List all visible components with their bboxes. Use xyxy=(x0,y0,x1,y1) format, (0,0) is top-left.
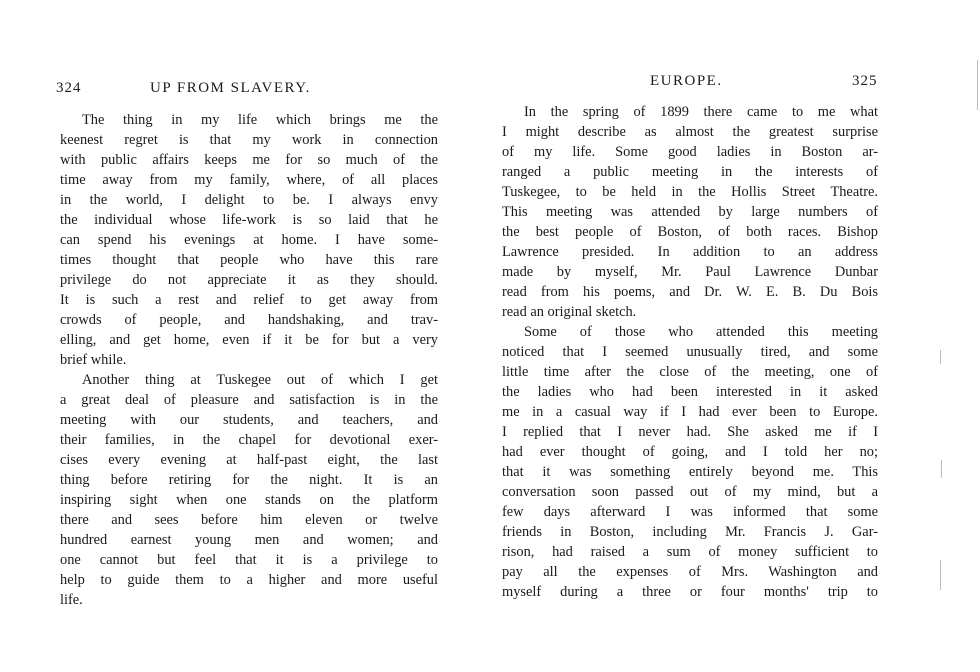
text-line: I replied that I never had. She asked me if I xyxy=(502,424,878,440)
right-running-head: EUROPE. xyxy=(650,73,723,89)
text-line: In the spring of 1899 there came to me what xyxy=(524,104,878,120)
scan-edge-mark xyxy=(940,560,941,590)
right-page-body xyxy=(502,102,878,602)
text-line: Another thing at Tuskegee out of which I get xyxy=(82,372,438,388)
text-line: keenest regret is that my work in connection xyxy=(60,132,438,148)
text-line: rison, had raised a sum of money sufficient to xyxy=(502,544,878,560)
text-line: Lawrence presided. In addition to an address xyxy=(502,244,878,260)
text-line: privilege do not appreciate it as they should. xyxy=(60,272,438,288)
text-line: Tuskegee, to be held in the Hollis Street Theatre. xyxy=(502,184,878,200)
scan-edge-mark xyxy=(977,60,978,110)
text-line: conversation soon passed out of my mind, but a xyxy=(502,484,878,500)
text-line: made by myself, Mr. Paul Lawrence Dunbar xyxy=(502,264,878,280)
text-line: me in a casual way if I had ever been to Europe. xyxy=(502,404,878,420)
text-line: that it was something entirely beyond me. This xyxy=(502,464,878,480)
text-line: there and sees before him eleven or twelve xyxy=(60,512,438,528)
text-line: had ever thought of going, and I told her no; xyxy=(502,444,878,460)
text-line: I might describe as almost the greatest surprise xyxy=(502,124,878,140)
text-line: thing before retiring for the night. It is an xyxy=(60,472,438,488)
right-page-number: 325 xyxy=(852,73,878,89)
text-line: elling, and get home, even if it be for but a very xyxy=(60,332,438,348)
text-line: Some of those who attended this meeting xyxy=(524,324,878,340)
scan-edge-mark xyxy=(940,350,941,364)
text-line: crowds of people, and handshaking, and trav- xyxy=(60,312,438,328)
text-line: pay all the expenses of Mrs. Washington and xyxy=(502,564,878,580)
text-line: the best people of Boston, of both races. Bishop xyxy=(502,224,878,240)
text-line: the ladies who had been interested in it asked xyxy=(502,384,878,400)
text-line: time away from my family, where, of all places xyxy=(60,172,438,188)
text-line: life. xyxy=(60,592,83,608)
text-line: in the world, I delight to be. I always envy xyxy=(60,192,438,208)
text-line: It is such a rest and relief to get away from xyxy=(60,292,438,308)
text-line: inspiring sight when one stands on the platform xyxy=(60,492,438,508)
left-running-head: UP FROM SLAVERY. xyxy=(150,80,311,96)
text-line: of my life. Some good ladies in Boston ar- xyxy=(502,144,878,160)
text-line: few days afterward I was informed that some xyxy=(502,504,878,520)
scan-edge-mark xyxy=(941,460,942,478)
text-line: read an original sketch. xyxy=(502,304,637,320)
text-line: meeting with our students, and teachers, and xyxy=(60,412,438,428)
text-line: help to guide them to a higher and more useful xyxy=(60,572,438,588)
right-page xyxy=(490,0,980,672)
text-line: This meeting was attended by large numbers of xyxy=(502,204,878,220)
text-line: myself during a three or four months' trip to xyxy=(502,584,878,600)
text-line: can spend his evenings at home. I have some- xyxy=(60,232,438,248)
text-line: hundred earnest young men and women; and xyxy=(60,532,438,548)
text-line: one cannot but feel that it is a privilege to xyxy=(60,552,438,568)
text-line: read from his poems, and Dr. W. E. B. Du Bois xyxy=(502,284,878,300)
text-line: brief while. xyxy=(60,352,127,368)
text-line: noticed that I seemed unusually tired, and some xyxy=(502,344,878,360)
text-line: a great deal of pleasure and satisfaction is in the xyxy=(60,392,438,408)
left-page-body xyxy=(60,110,438,610)
text-line: times thought that people who have this rare xyxy=(60,252,438,268)
text-line: cises every evening at half-past eight, the last xyxy=(60,452,438,468)
left-page-number: 324 xyxy=(56,80,82,96)
text-line: little time after the close of the meeting, one of xyxy=(502,364,878,380)
text-line: ranged a public meeting in the interests of xyxy=(502,164,878,180)
text-line: friends in Boston, including Mr. Francis J. Gar- xyxy=(502,524,878,540)
text-line: the individual whose life-work is so laid that he xyxy=(60,212,438,228)
text-line: The thing in my life which brings me the xyxy=(82,112,438,128)
text-line: with public affairs keeps me for so much of the xyxy=(60,152,438,168)
text-line: their families, in the chapel for devotional exer- xyxy=(60,432,438,448)
